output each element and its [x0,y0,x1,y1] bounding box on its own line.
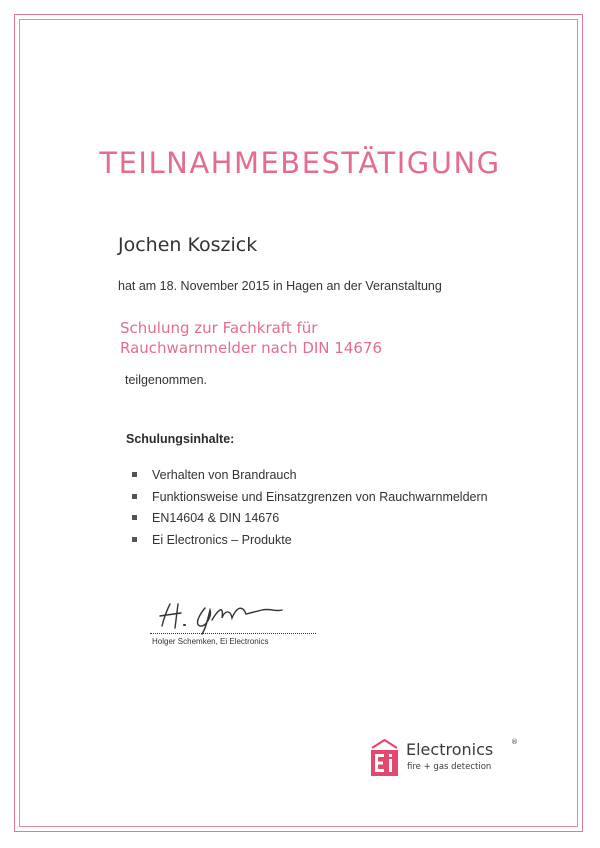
list-item-label: EN14604 & DIN 14676 [152,511,280,525]
signature-icon [150,596,320,636]
list-item [132,490,488,512]
bullet-icon [132,472,137,477]
certificate-title: TEILNAHMEBESTÄTIGUNG [99,146,501,180]
contents-list [132,468,488,554]
list-item-label: Funktionsweise und Einsatzgrenzen von Rauchwarnmeldern [152,489,488,504]
course-title [120,318,382,358]
list-item [132,511,488,533]
certificate-border-inner [19,19,578,827]
list-item-label: Ei Electronics – Produkte [152,532,292,547]
list-item-label: Verhalten von Brandrauch [152,468,297,482]
signature-line [150,633,316,634]
course-title-line-1: Schulung zur Fachkraft für [120,319,318,337]
signer-name: Holger Schemken, Ei Electronics [152,637,269,646]
logo-registered-mark: ® [511,738,518,746]
list-item [132,468,488,490]
contents-heading: Schulungsinhalte: [126,432,235,446]
bullet-icon [132,537,137,542]
recipient-name: Jochen Koszick [118,234,258,256]
participated-text: teilgenommen. [125,373,207,387]
ei-logo-icon [369,738,400,778]
event-line: hat am 18. November 2015 in Hagen an der Veranstaltung [118,279,442,293]
logo-brand: Electronics [406,740,494,759]
course-title-line-2: Rauchwarnmelder nach DIN 14676 [120,339,383,357]
logo-tagline: fire + gas detection [407,762,492,772]
bullet-icon [132,515,137,520]
list-item [132,533,488,555]
company-logo [369,738,529,782]
bullet-icon [132,494,137,499]
